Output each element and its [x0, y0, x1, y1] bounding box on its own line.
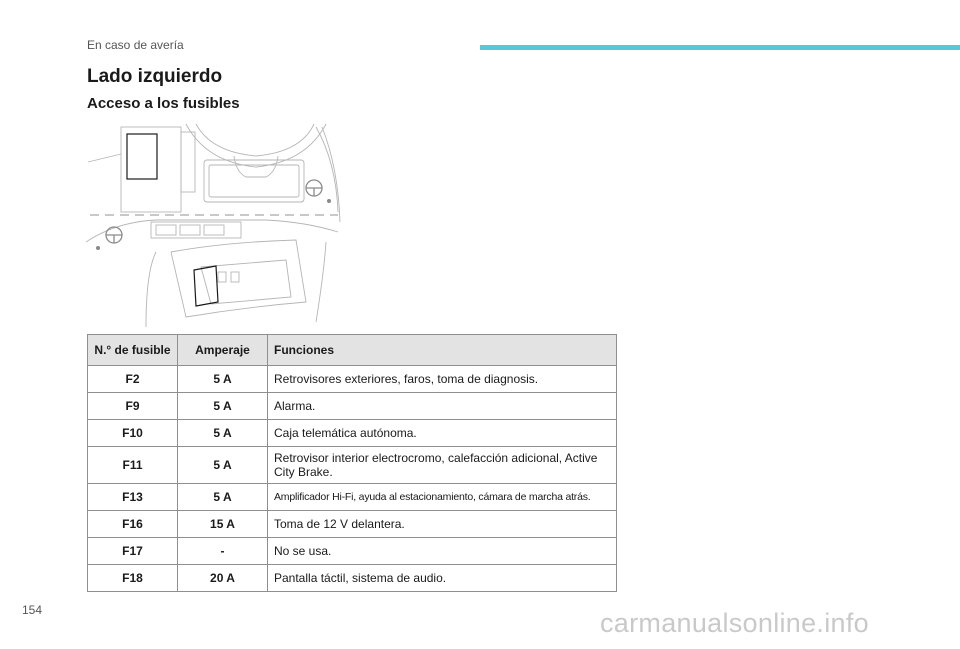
watermark: carmanualsonline.info — [600, 608, 869, 638]
column-header-functions: Funciones — [268, 335, 617, 366]
amperage-cell: 5 A — [178, 393, 268, 420]
fuse-cell: F18 — [88, 565, 178, 592]
column-header-amperage: Amperaje — [178, 335, 268, 366]
fuse-cell: F16 — [88, 511, 178, 538]
function-cell: Caja telemática autónoma. — [268, 420, 617, 447]
page-title: Lado izquierdo — [87, 66, 223, 87]
table-row — [88, 420, 617, 447]
fuse-table — [87, 334, 617, 592]
table-row — [88, 511, 617, 538]
amperage-cell: 5 A — [178, 366, 268, 393]
column-header-fuse: N.° de fusible — [88, 335, 178, 366]
fuse-cell: F13 — [88, 484, 178, 511]
fuse-cell: F11 — [88, 447, 178, 484]
fuse-cell: F17 — [88, 538, 178, 565]
amperage-cell: 5 A — [178, 420, 268, 447]
function-cell: Alarma. — [268, 393, 617, 420]
amperage-cell: 20 A — [178, 565, 268, 592]
amperage-cell: 5 A — [178, 484, 268, 511]
header-accent-bar — [480, 45, 960, 50]
amperage-cell: 15 A — [178, 511, 268, 538]
table-row — [88, 447, 617, 484]
function-cell: Retrovisor interior electrocromo, calefacción adicional, Active City Brake. — [268, 447, 617, 484]
table-row — [88, 366, 617, 393]
table-header-row — [88, 335, 617, 366]
page-subtitle: Acceso a los fusibles — [87, 95, 240, 112]
function-cell: Retrovisores exteriores, faros, toma de diagnosis. — [268, 366, 617, 393]
page-number: 154 — [22, 603, 43, 617]
table-row — [88, 565, 617, 592]
function-cell: Toma de 12 V delantera. — [268, 511, 617, 538]
table-row — [88, 393, 617, 420]
amperage-cell: - — [178, 538, 268, 565]
fuse-cell: F2 — [88, 366, 178, 393]
function-cell: No se usa. — [268, 538, 617, 565]
function-cell: Amplificador Hi-Fi, ayuda al estacionamiento, cámara de marcha atrás. — [268, 484, 617, 511]
table-row — [88, 538, 617, 565]
amperage-cell: 5 A — [178, 447, 268, 484]
dashboard-fuse-illustration — [86, 122, 342, 328]
fuse-cell: F9 — [88, 393, 178, 420]
fuse-cell: F10 — [88, 420, 178, 447]
table-row — [88, 484, 617, 511]
function-cell: Pantalla táctil, sistema de audio. — [268, 565, 617, 592]
section-header: En caso de avería — [87, 38, 184, 52]
